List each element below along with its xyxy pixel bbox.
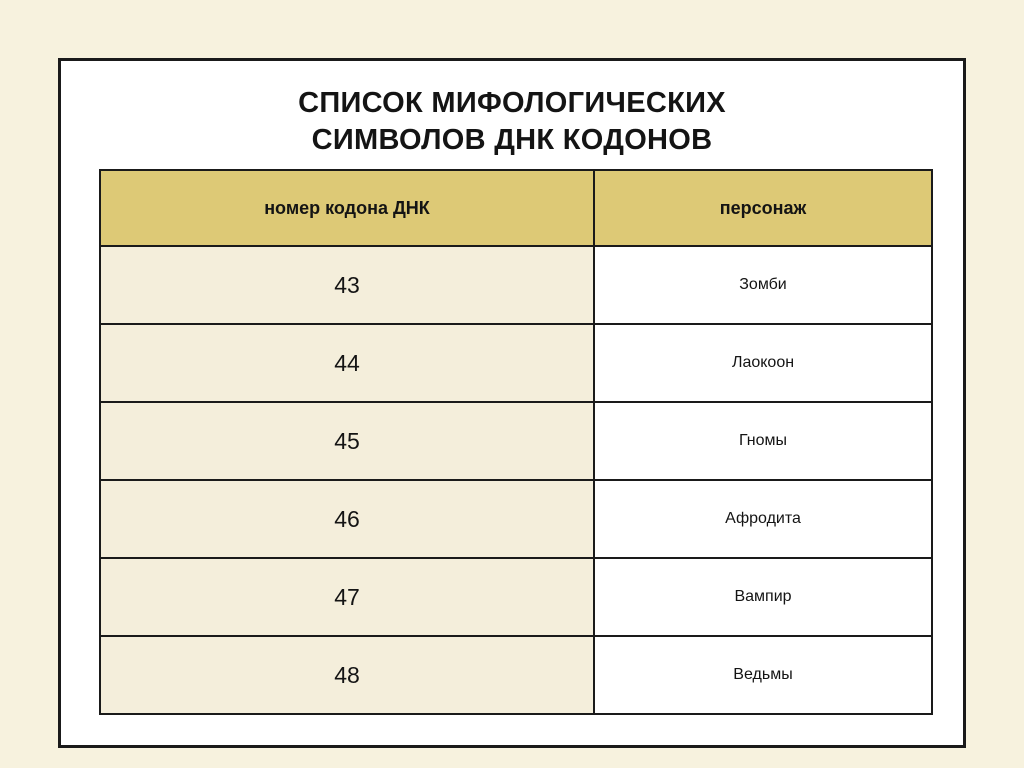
page-title-line-1: СПИСОК МИФОЛОГИЧЕСКИХ [298, 87, 726, 119]
cell-codon-number: 46 [100, 480, 594, 558]
cell-codon-number: 47 [100, 558, 594, 636]
column-header-codon-number: номер кодона ДНК [100, 170, 594, 246]
table-row [100, 480, 932, 558]
table-row [100, 402, 932, 480]
document-card [58, 58, 966, 748]
table-body [100, 246, 932, 714]
cell-character: Вампир [594, 558, 932, 636]
cell-character: Ведьмы [594, 636, 932, 714]
table-row [100, 636, 932, 714]
codon-table-wrapper [99, 169, 931, 715]
page-title [61, 61, 963, 159]
cell-codon-number: 45 [100, 402, 594, 480]
cell-character: Зомби [594, 246, 932, 324]
cell-codon-number: 44 [100, 324, 594, 402]
table-row [100, 246, 932, 324]
table-row [100, 324, 932, 402]
table-header-row [100, 170, 932, 246]
cell-character: Афродита [594, 480, 932, 558]
cell-character: Гномы [594, 402, 932, 480]
column-header-character: персонаж [594, 170, 932, 246]
cell-character: Лаокоон [594, 324, 932, 402]
table-row [100, 558, 932, 636]
table-header [100, 170, 932, 246]
cell-codon-number: 48 [100, 636, 594, 714]
codon-table [99, 169, 933, 715]
page-title-line-2: СИМВОЛОВ ДНК КОДОНОВ [311, 124, 713, 157]
cell-codon-number: 43 [100, 246, 594, 324]
